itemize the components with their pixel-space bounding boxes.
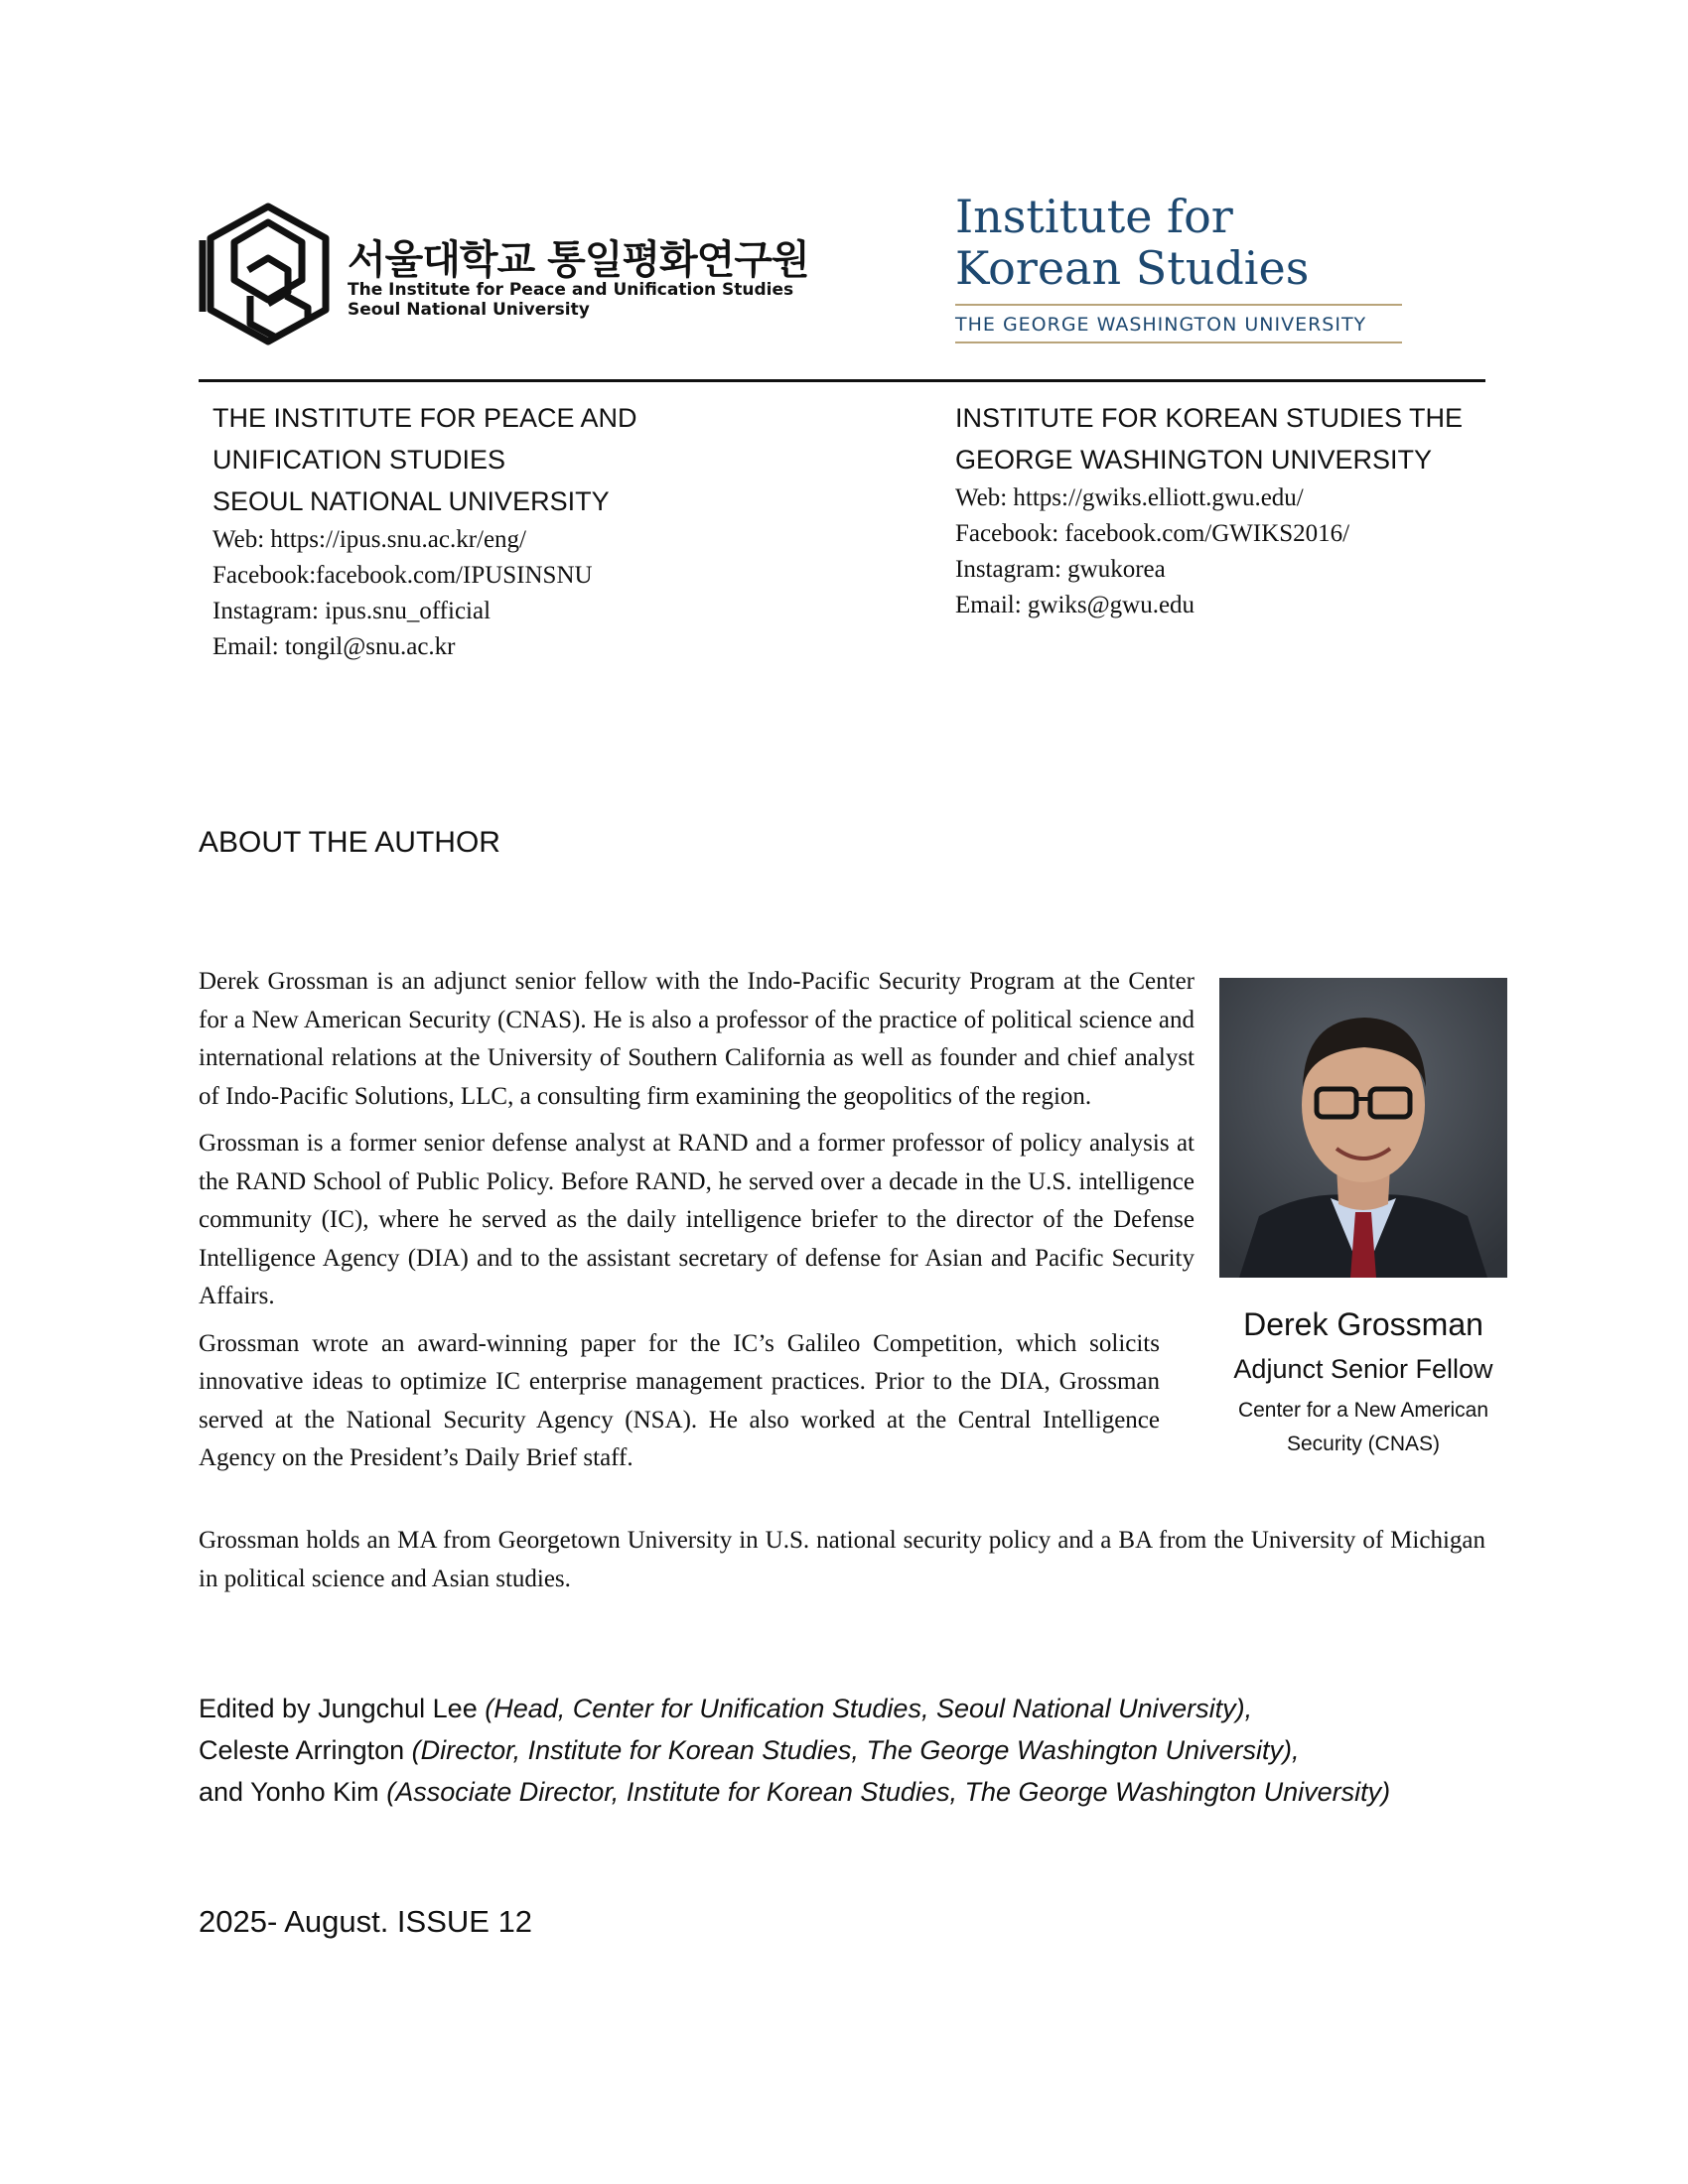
about-author-heading: ABOUT THE AUTHOR (199, 826, 500, 859)
editor-name: Edited by Jungchul Lee (199, 1694, 478, 1723)
iks-logo-rule-top (955, 304, 1402, 306)
editor-name: Yonho Kim (250, 1777, 379, 1807)
bio-paragraph: Grossman wrote an award-winning paper for the IC’s Galileo Competition, which solicits innovative ideas to optimize IC enterprise management practices. Prior to the DIA, Grossman served at the National Security Agency (NSA). He also worked at the Central Intelligence Agency on the President’s Daily Brief staff. (199, 1329, 1160, 1471)
gwiks-email-link[interactable]: Email: gwiks@gwu.edu (955, 592, 1196, 618)
editor-line (199, 1771, 1539, 1813)
author-org-line: Security (CNAS) (1286, 1433, 1441, 1455)
iks-logo-line1: Institute for (955, 190, 1233, 243)
snu-emblem-icon (199, 201, 338, 349)
editor-name: Celeste Arrington (199, 1735, 405, 1765)
bio-paragraph: Derek Grossman is an adjunct senior fellow with the Indo-Pacific Security Program at the Center for a New American Security (CNAS). He is also a professor of the practice of political science and international relations at the University of Southern California as well as founder and chief analyst of Indo-Pacific Solutions, LLC, a consulting firm examining the geopolitics of the region. (199, 968, 1195, 1110)
editor-role: (Head, Center for Unification Studies, Seoul National University), (485, 1694, 1253, 1723)
author-photo (1219, 978, 1507, 1278)
ipus-heading-line: THE INSTITUTE FOR PEACE AND (212, 403, 637, 433)
header-divider (199, 379, 1485, 382)
bio-paragraph: Grossman is a former senior defense analyst at RAND and a former professor of policy analysis at the RAND School of Public Policy. Before RAND, he served over a decade in the U.S. intelligence community (IC), where he served as the daily intelligence briefer to the director of the Defense Intelligence Agency (DIA) and to the assistant secretary of defense for Asian and Pacific Security Affairs. (199, 1130, 1195, 1309)
ipus-heading-line: UNIFICATION STUDIES (212, 445, 506, 475)
gwiks-instagram-link[interactable]: Instagram: gwukorea (955, 556, 1166, 583)
issue-label: 2025- August. ISSUE 12 (199, 1904, 533, 1939)
ipus-facebook-link[interactable]: Facebook:facebook.com/IPUSINSNU (212, 562, 593, 589)
ipus-web-link[interactable]: Web: https://ipus.snu.ac.kr/eng/ (212, 526, 527, 553)
snu-korean-name: 서울대학교 통일평화연구원 (348, 237, 809, 283)
iks-logo-university: THE GEORGE WASHINGTON UNIVERSITY (955, 314, 1367, 336)
author-name: Derek Grossman (1243, 1306, 1483, 1342)
editor-conjunction: and (199, 1777, 244, 1807)
gwiks-heading-line: GEORGE WASHINGTON UNIVERSITY (955, 445, 1433, 475)
gwiks-web-link[interactable]: Web: https://gwiks.elliott.gwu.edu/ (955, 484, 1304, 511)
gw-iks-logo (955, 191, 1412, 349)
editor-line (199, 1688, 1539, 1729)
author-organization (1199, 1394, 1527, 1461)
ipus-instagram-link[interactable]: Instagram: ipus.snu_official (212, 598, 492, 624)
editor-role: (Director, Institute for Korean Studies, The George Washington University), (411, 1735, 1300, 1765)
snu-ipus-logo (199, 201, 809, 349)
editors-block (199, 1688, 1539, 1813)
gwiks-facebook-link[interactable]: Facebook: facebook.com/GWIKS2016/ (955, 520, 1350, 547)
editor-line (199, 1729, 1539, 1771)
iks-logo-line2: Korean Studies (955, 241, 1310, 295)
iks-logo-rule-bottom (955, 341, 1402, 343)
author-org-line: Center for a New American (1237, 1399, 1489, 1422)
ipus-heading-line: SEOUL NATIONAL UNIVERSITY (212, 486, 610, 516)
ipus-contact-block (212, 397, 808, 665)
snu-english-name: The Institute for Peace and Unification Studies (348, 280, 794, 300)
bio-paragraph: Grossman holds an MA from Georgetown University in U.S. national security policy and a BA from the University of Michigan in political science and Asian studies. (199, 1527, 1485, 1592)
gwiks-contact-block (955, 397, 1551, 623)
gwiks-heading-line: INSTITUTE FOR KOREAN STUDIES THE (955, 403, 1464, 433)
author-bio (199, 963, 1195, 1487)
ipus-email-link[interactable]: Email: tongil@snu.ac.kr (212, 633, 456, 660)
editor-role: (Associate Director, Institute for Korean Studies, The George Washington University) (386, 1777, 1391, 1807)
author-title: Adjunct Senior Fellow (1233, 1354, 1493, 1384)
snu-university-name: Seoul National University (348, 300, 590, 320)
